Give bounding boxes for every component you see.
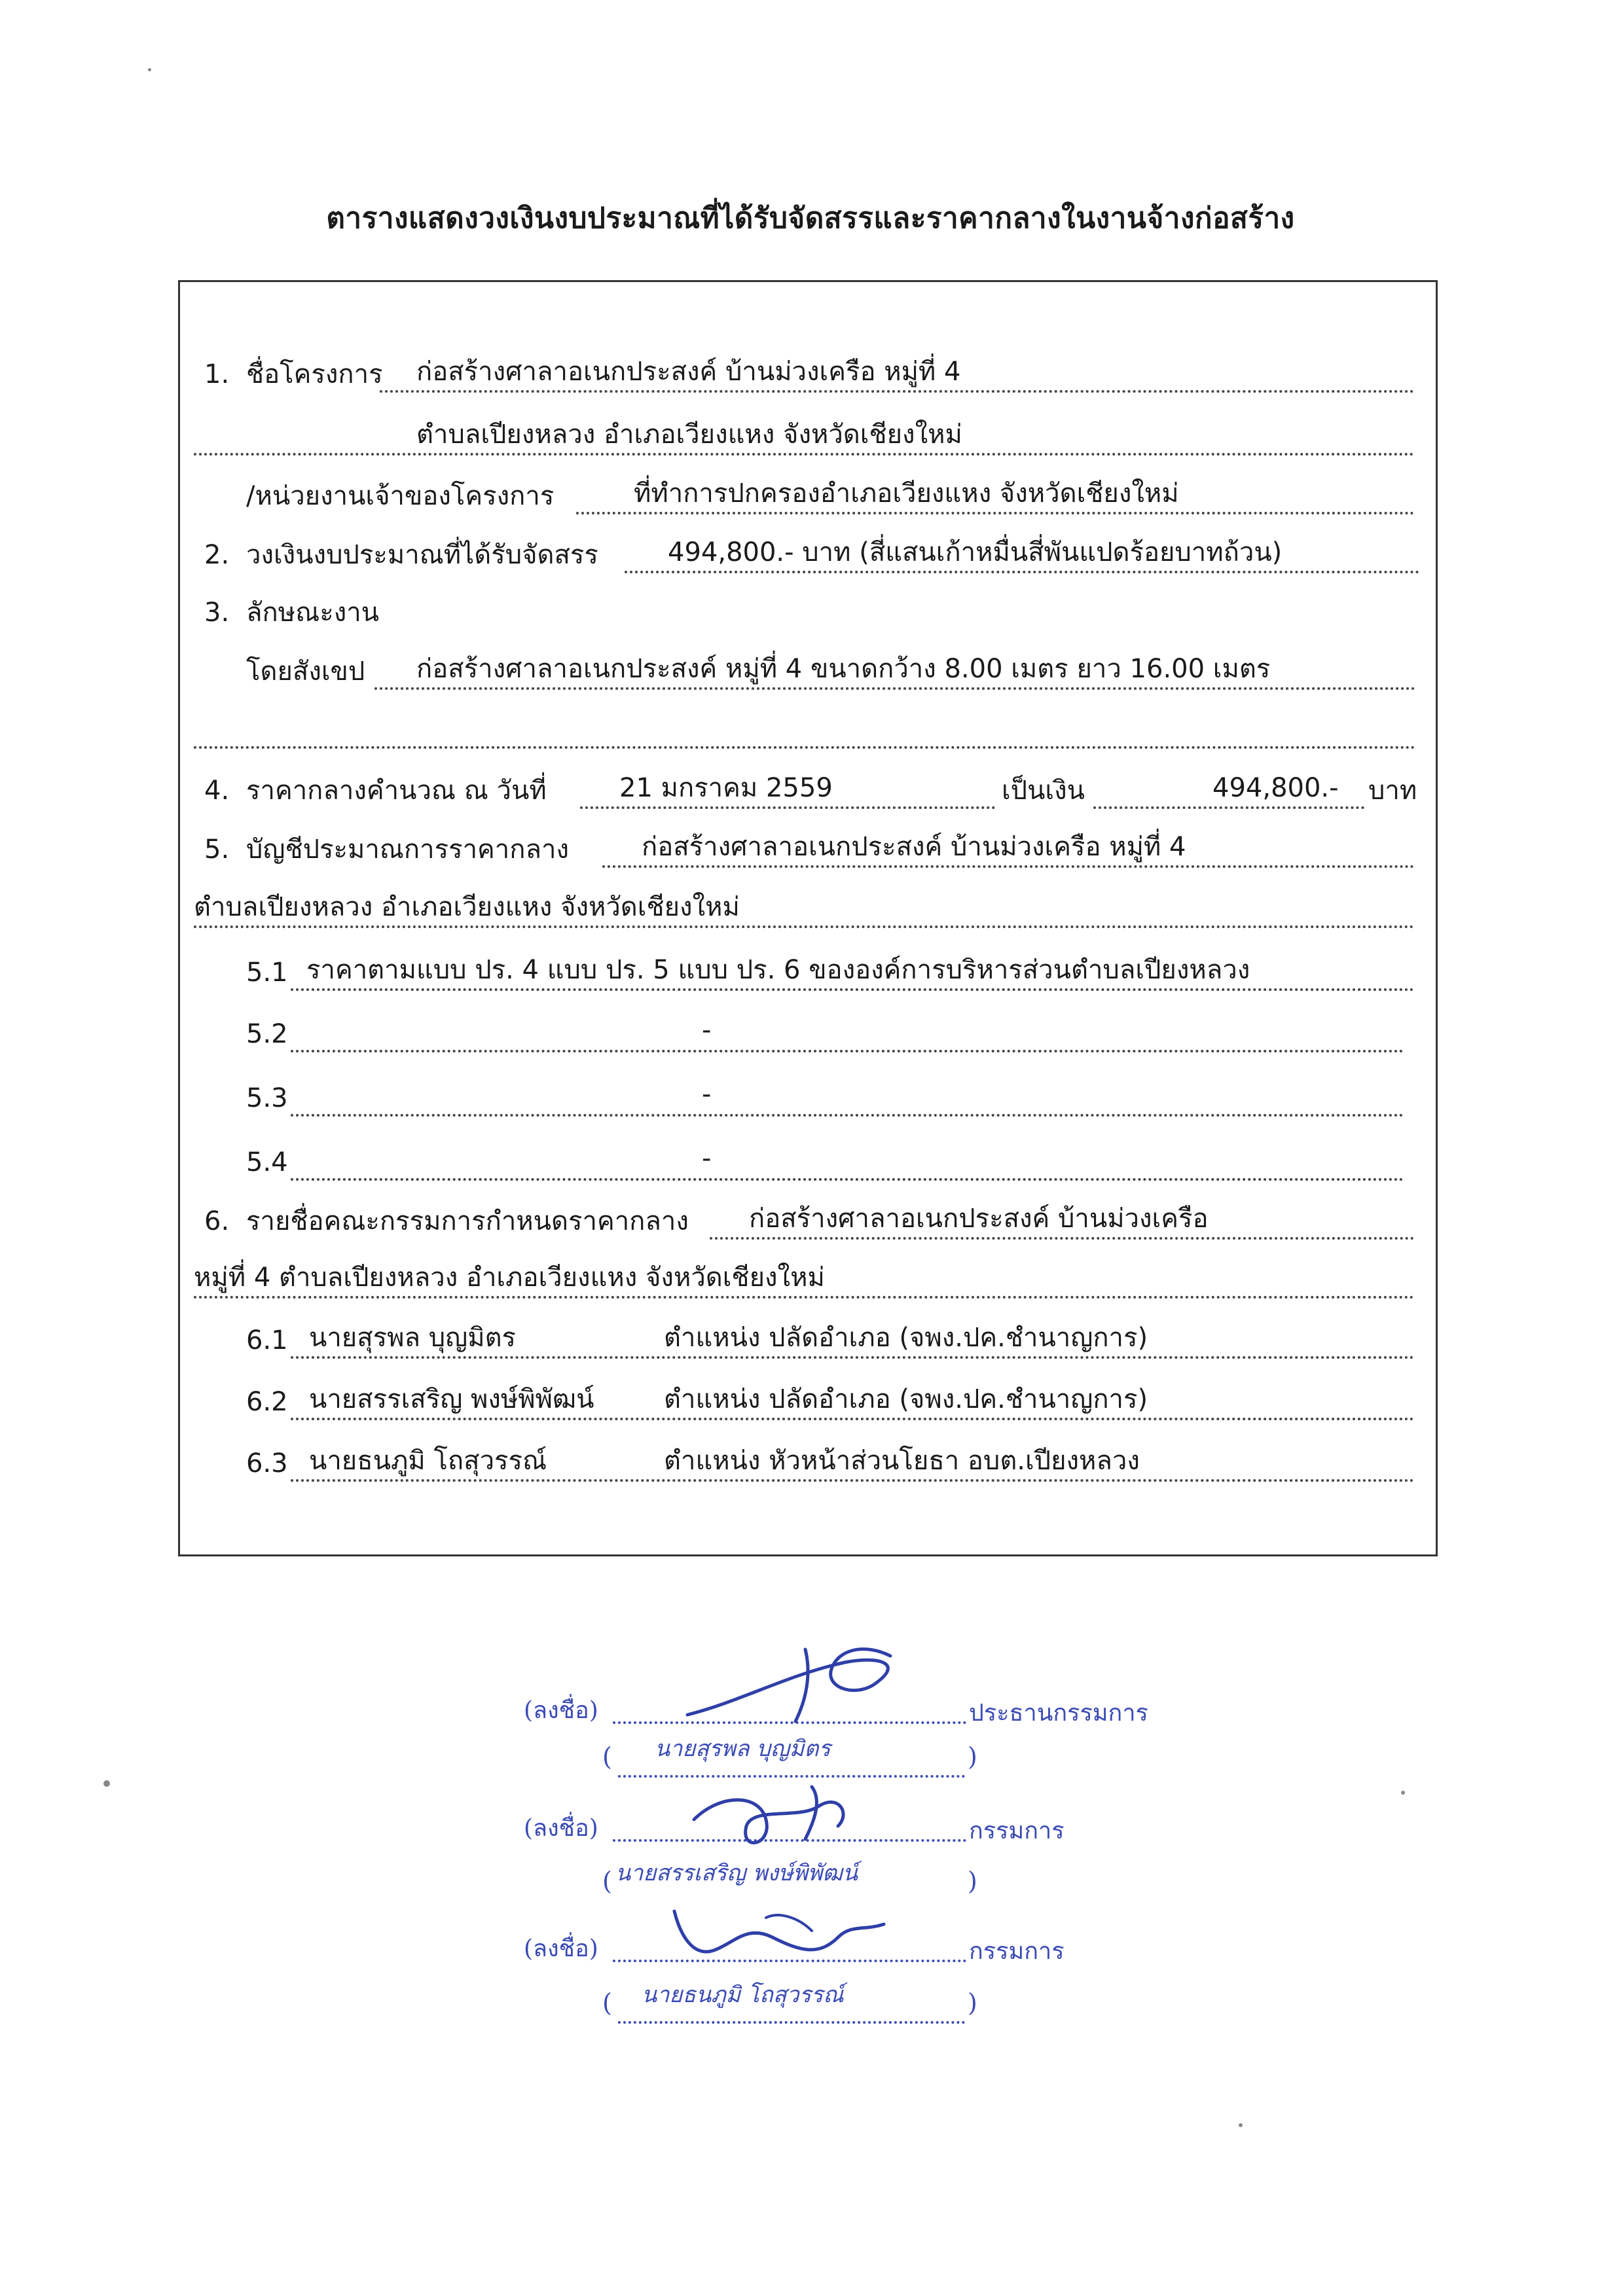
item1-dotline-3 xyxy=(576,512,1414,514)
item5-sub4-value: - xyxy=(702,1143,712,1174)
item2-value: 494,800.- บาท (สี่แสนเก้าหมื่นสี่พันแปดร้อยบาทถ้วน) xyxy=(668,537,1283,567)
item5-sub3-value: - xyxy=(702,1079,712,1109)
item5-dotline-1 xyxy=(602,865,1414,868)
signature2-handwritten-name: นายสรรเสริญ พงษ์พิพัฒน์ xyxy=(615,1860,858,1886)
item6-member2-number: 6.2 xyxy=(246,1387,288,1417)
item5-label: บัญชีประมาณการราคากลาง xyxy=(246,834,569,865)
item1-number: 1. xyxy=(204,359,230,389)
signature2-role: กรรมการ xyxy=(969,1818,1065,1844)
item6-member2-dotline xyxy=(291,1418,1414,1420)
item2-number: 2. xyxy=(204,540,230,570)
item6-member3-dotline xyxy=(291,1479,1414,1482)
item4-date-dotline xyxy=(580,806,995,809)
item4-label: ราคากลางคำนวณ ณ วันที่ xyxy=(246,776,547,806)
item5-sub4-number: 5.4 xyxy=(246,1147,288,1177)
item6-member2-name: นายสรรเสริญ พงษ์พิพัฒน์ xyxy=(309,1384,594,1414)
item4-amount-dotline xyxy=(1093,806,1364,809)
item1-dotline-2 xyxy=(194,453,1414,456)
signature2-scribble xyxy=(681,1780,890,1859)
item6-number: 6. xyxy=(204,1206,230,1236)
signature1-scribble xyxy=(681,1636,917,1728)
item3-summary-label: โดยสังเขป xyxy=(246,656,365,687)
scan-speck xyxy=(1401,1791,1405,1795)
item1-owner-value: ที่ทำการปกครองอำเภอเวียงแหง จังหวัดเชียงใหม่ xyxy=(634,478,1179,509)
item1-value-line1: ก่อสร้างศาลาอเนกประสงค์ บ้านม่วงเครือ หมู่ที่ 4 xyxy=(416,357,961,387)
signature3-scribble xyxy=(668,1898,903,1977)
item3-number: 3. xyxy=(204,598,230,628)
item6-member2-position: ตำแหน่ง ปลัดอำเภอ (จพง.ปค.ชำนาญการ) xyxy=(664,1384,1148,1414)
item6-dotline-1 xyxy=(710,1237,1414,1240)
document-title: ตารางแสดงวงเงินงบประมาณที่ได้รับจัดสรรและราคากลางในงานจ้างก่อสร้าง xyxy=(326,202,1295,235)
signature3-paren-close: ) xyxy=(968,1988,977,2017)
signature1-name-dotline xyxy=(618,1775,965,1778)
item5-value-line1: ก่อสร้างศาลาอเนกประสงค์ บ้านม่วงเครือ หมู่ที่ 4 xyxy=(642,832,1186,862)
signature3-name-dotline xyxy=(618,2021,965,2024)
item5-value-line2: ตำบลเปียงหลวง อำเภอเวียงแหง จังหวัดเชียงใหม่ xyxy=(194,892,740,922)
item5-sub3-dotline xyxy=(291,1114,1404,1117)
item6-member3-number: 6.3 xyxy=(246,1448,288,1479)
item4-amount: 494,800.- xyxy=(1212,773,1339,803)
item6-value-line2: หมู่ที่ 4 ตำบลเปียงหลวง อำเภอเวียงแหง จังหวัดเชียงใหม่ xyxy=(194,1263,825,1293)
item4-amount-label: เป็นเงิน xyxy=(1002,776,1085,806)
item3-summary-value: ก่อสร้างศาลาอเนกประสงค์ หมู่ที่ 4 ขนาดกว้าง 8.00 เมตร ยาว 16.00 เมตร xyxy=(416,654,1271,684)
item3-dotline-1 xyxy=(374,687,1415,690)
item5-sub1-dotline xyxy=(291,988,1414,991)
item1-label: ชื่อโครงการ xyxy=(246,359,383,389)
item6-member1-position: ตำแหน่ง ปลัดอำเภอ (จพง.ปค.ชำนาญการ) xyxy=(664,1323,1148,1353)
scan-speck xyxy=(1239,2123,1243,2127)
item1-owner-label: /หน่วยงานเจ้าของโครงการ xyxy=(246,481,555,511)
item5-dotline-2 xyxy=(194,925,1414,928)
signature1-paren-close: ) xyxy=(968,1742,977,1771)
item4-number: 4. xyxy=(204,776,230,806)
item6-label: รายชื่อคณะกรรมการกำหนดราคากลาง xyxy=(246,1206,689,1236)
signature3-paren-open: ( xyxy=(602,1988,612,2017)
item3-dotline-2 xyxy=(194,746,1415,749)
item5-sub2-number: 5.2 xyxy=(246,1019,288,1049)
item6-member1-number: 6.1 xyxy=(246,1325,288,1355)
item6-dotline-2 xyxy=(194,1296,1414,1299)
signature1-sign-label: (ลงชื่อ) xyxy=(524,1697,598,1724)
item5-number: 5. xyxy=(204,834,230,865)
item4-unit: บาท xyxy=(1368,776,1417,806)
item2-dotline xyxy=(625,571,1419,573)
item2-label: วงเงินงบประมาณที่ได้รับจัดสรร xyxy=(246,540,598,570)
item5-sub1-number: 5.1 xyxy=(246,958,288,988)
item6-member1-name: นายสุรพล บุญมิตร xyxy=(309,1323,517,1353)
item5-sub1-value: ราคาตามแบบ ปร. 4 แบบ ปร. 5 แบบ ปร. 6 ขององค์การบริหารส่วนตำบลเปียงหลวง xyxy=(306,955,1250,985)
scan-speck xyxy=(148,68,151,71)
signature3-handwritten-name: นายธนภูมิ โถสุวรรณ์ xyxy=(642,1982,844,2008)
item6-value-line1: ก่อสร้างศาลาอเนกประสงค์ บ้านม่วงเครือ xyxy=(749,1204,1209,1234)
item5-sub2-dotline xyxy=(291,1050,1404,1052)
item6-member3-position: ตำแหน่ง หัวหน้าส่วนโยธา อบต.เปียงหลวง xyxy=(664,1446,1140,1476)
item5-sub4-dotline xyxy=(291,1178,1404,1181)
signature2-sign-label: (ลงชื่อ) xyxy=(524,1815,598,1842)
item1-dotline-1 xyxy=(380,390,1414,393)
signature2-paren-open: ( xyxy=(602,1867,612,1895)
signature2-paren-close: ) xyxy=(968,1867,977,1895)
item5-sub3-number: 5.3 xyxy=(246,1083,288,1113)
signature1-handwritten-name: นายสุรพล บุญมิตร xyxy=(655,1736,831,1762)
signature3-role: กรรมการ xyxy=(969,1938,1065,1965)
item6-member1-dotline xyxy=(291,1356,1414,1359)
signature1-role: ประธานกรรมการ xyxy=(969,1700,1148,1727)
item6-member3-name: นายธนภูมิ โถสุวรรณ์ xyxy=(309,1446,547,1476)
signature1-paren-open: ( xyxy=(602,1742,612,1771)
scan-speck xyxy=(103,1780,110,1787)
item5-sub2-value: - xyxy=(702,1015,712,1045)
item3-label: ลักษณะงาน xyxy=(246,598,380,628)
signature3-sign-label: (ลงชื่อ) xyxy=(524,1935,598,1962)
item4-date: 21 มกราคม 2559 xyxy=(619,773,833,803)
item1-value-line2: ตำบลเปียงหลวง อำเภอเวียงแหง จังหวัดเชียงใหม่ xyxy=(416,420,962,450)
